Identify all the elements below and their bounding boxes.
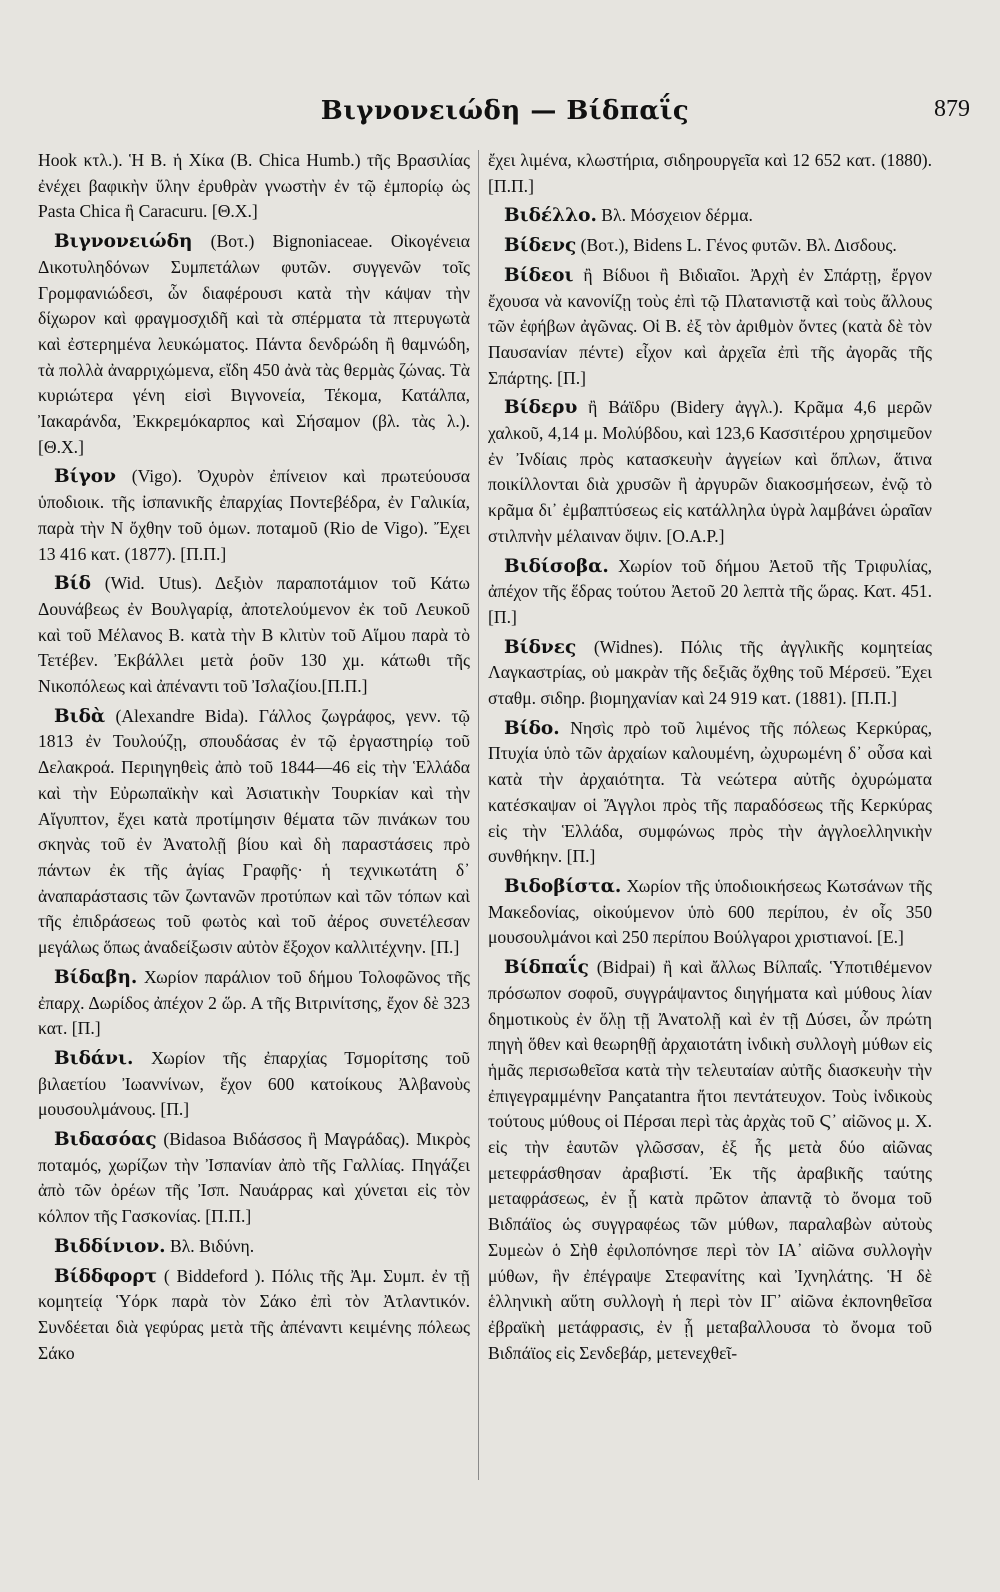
page-number: 879 [934, 96, 970, 122]
dictionary-entry [38, 1234, 470, 1260]
entry-text: ἢ Βάϊδρυ (Bidery ἀγγλ.). Κρᾶμα 4,6 μερῶν χαλκοῦ, 4,14 μ. Μολύβδου, καὶ 123,6 Κασσιτέρου χρησιμεῦον ἐν Ἰνδίαις πρὸς κατασκευὴν ἀγγείων καὶ ὅπλων, ἅτινα ποικίλλονται διὰ χρυσῶν ἢ ἀργυρῶν διακοσμήσεων, ἐνῷ τὸ κρᾶμα δι᾽ ἐμβαπτύσεως εἰς κατάλληλα ὑγρὰ λαμβάνει ὡραῖαν στιλπνὴν μέλαιναν ὄψιν. [Ο.Α.Ρ.] [488, 397, 932, 546]
dictionary-entry [488, 955, 932, 1366]
entry-headword: Βιδὰ [54, 705, 106, 727]
entry-text: (Widnes). Πόλις τῆς ἀγγλικῆς κομητείας Λαγκαστρίας, οὐ μακρὰν τῆς δεξιᾶς ὄχθης τοῦ Μέρσεϋ. Ἔχει σταθμ. σιδηρ. βιομηχανίαν καὶ 24 919 κατ. (1881). [Π.Π.] [488, 636, 932, 709]
entry-headword: Βιδίσοβα. [504, 555, 609, 577]
entry-text: (Wid. Utus). Δεξιὸν παραποτάμιον τοῦ Κάτω Δουνάβεως ἐν Βουλγαρίᾳ, ἀποτελούμενον ἐκ τοῦ Λευκοῦ καὶ τοῦ Μέλανος Β. κατὰ τὴν Β κλιτὺν τοῦ Αἵμου παρὰ τὸ Τετέβεν. Ἐκβάλλει μετὰ ῥοῦν 130 χμ. κάτωθι τῆς Νικοπόλεως καὶ ἀπέναντι τοῦ Ἰσλαζίου.[Π.Π.] [38, 573, 470, 697]
entry-text: ἢ Βίδυοι ἢ Βιδιαῖοι. Ἀρχὴ ἐν Σπάρτῃ, ἔργον ἔχουσα νὰ κανονίζῃ τοὺς ἐπὶ τῷ Πλατανιστᾷ καὶ τοὺς ἄλλους τῶν ἐφήβων ἀγῶνας. Οἱ Β. ἐξ τὸν ἀριθμὸν ὄντες (κατὰ δὲ τὸν Παυσανίαν πέντε) εἶχον καὶ ἀρχεῖα ἐπὶ τῆς ἀγορᾶς τῆς Σπάρτης. [Π.] [488, 264, 932, 388]
dictionary-entry [38, 1264, 470, 1367]
dictionary-entry [38, 1127, 470, 1230]
entry-text: Νησὶς πρὸ τοῦ λιμένος τῆς πόλεως Κερκύρας, Πτυχία ὑπὸ τῶν ἀρχαίων καλουμένη, ὠχυρωμένη δ᾽ οὖσα καὶ κατὰ τὴν ἀρχαιότητα. Τὰ νεώτερα αὐτῆς ὀχυρώματα κατέσκαψαν οἱ Ἄγγλοι πρὸς τῆς παραδόσεως τῆς Κερκύρας εἰς τὴν Ἑλλάδα, συμφώνως πρὸς τὴν ἀγγλοελληνικὴν συνθήκην. [Π.] [488, 717, 932, 867]
entry-text: Βλ. Μόσχειον δέρμα. [596, 205, 753, 226]
entry-headword: Βίδερυ [504, 397, 578, 419]
dictionary-entry [488, 554, 932, 631]
right-column [488, 148, 932, 1366]
entry-headword: Βιδάνι. [54, 1047, 134, 1069]
entry-headword: Βιγνονειώδη [54, 231, 193, 253]
entry-text: Βλ. Βιδύνη. [165, 1235, 255, 1256]
dictionary-entry [38, 1046, 470, 1123]
entry-headword: Βίδνες [504, 636, 577, 658]
entry-headword: Βίδεοι [504, 264, 574, 286]
dictionary-entry [488, 874, 932, 951]
dictionary-entry [38, 571, 470, 700]
entry-headword: Βίδδφορτ [54, 1265, 158, 1287]
dictionary-entry [488, 203, 932, 229]
entry-headword: Βιδδίνιον. [54, 1235, 166, 1257]
dictionary-entry [38, 965, 470, 1042]
entry-headword: Βιδασόας [54, 1129, 157, 1151]
dictionary-entry [488, 233, 932, 259]
left-column [38, 148, 470, 1366]
dictionary-entry [38, 148, 470, 225]
entry-headword: Βιδέλλο. [504, 205, 597, 227]
entry-headword: Βίδενς [504, 235, 577, 257]
entry-text: (Βοτ.) Bignoniaceae. Οἰκογένεια Δικοτυληδόνων Συμπετάλων φυτῶν. συγγενῶν τοῖς Γρομφανιώδεσι, ὧν διαφέρουσι κατὰ τὴν κάψαν τὴν δίχωρον καὶ φραγμοσχιδῆ καὶ τὰ σπέρματα τὰ πτερυγωτὰ καὶ ἐστερημένα λευκώματος. Πάντα δενδρώδη ἢ θαμνώδη, τὰ πολλὰ ἀναρριχώμενα, εἴδη 450 ἀνὰ τὰς θερμὰς ζώνας. Τὰ κυριώτερα γένη εἰσὶ Βιγνονεία, Τέκομα, Κατάλπα, Ἰακαράνδα, Ἐκκρεμόκαρπος καὶ Σήσαμον (βλ. τὰς λ.). [Θ.Χ.] [38, 231, 470, 457]
dictionary-entry [488, 635, 932, 712]
entry-text: (Vigo). Ὀχυρὸν ἐπίνειον καὶ πρωτεύουσα ὑποδιοικ. τῆς ἰσπανικῆς ἐπαρχίας Ποντεβέδρα, ἐν Γαλικία, παρὰ τὴν Ν ὄχθην τοῦ ὁμων. ποταμοῦ (Rio de Vigo). Ἔχει 13 416 κατ. (1877). [Π.Π.] [38, 466, 470, 564]
entry-headword: Βίδο. [504, 717, 560, 739]
entry-text: (Bidpai) ἢ καὶ ἄλλως Βίλπαΐς. Ὑποτιθέμενον πρόσωπον σοφοῦ, συγγράψαντος διηγήματα καὶ μύθους λίαν δημοτικοὺς ἐν ὅλῃ τῇ Ἀνατολῇ καὶ ἐν τῇ Δύσει, ὧν πρώτη πηγὴ ὅθεν καὶ θεωρηθῇ ἀρχαιοτάτη ἰνδικὴ συλλογὴ μύθων εἰς ἡμᾶς περισωθεῖσα κατὰ τὴν τελευταίαν αὐτῆς διασκευὴν τὴν ἐπιγεγραμμένην Pançatantra ἤτοι πεντάτευχον. Τοὺς ἰνδικοὺς τούτους μύθους οἱ Πέρσαι περὶ τὰς ἀρχὰς τοῦ Ϛ᾽ αἰῶνος μ. Χ. εἰς τὴν ἑαυτῶν γλῶσσαν, ἐξ ἧς μετὰ δύο αἰῶνας μετεφράσθησαν ἀραβιστί. Ἐκ τῆς ἀραβικῆς ταύτης μεταφράσεως, ἐν ᾗ κατὰ πρῶτον ἀπαντᾷ τὸ ὄνομα τοῦ Βιδπάϊος ὡς συγγραφέως τῶν μύθων, παραλαβὼν αὐτοὺς Συμεὼν ὁ Σὴθ ἐφιλοπόνησε περὶ τὸν ΙΑ᾽ αἰῶνα συλλογὴν μύθων, ἣν ἐπέγραψε Στεφανίτης καὶ Ἰχνηλάτης. Ἡ δὲ ἑλληνικὴ αὕτη συλλογὴ ἡ περὶ τὸν ΙΓ᾽ αἰῶνα ἐκπονηθεῖσα ἐβραϊκὴ μετάφρασις, ἐν ᾗ μεταβαλλουσα τὸ ὄνομα τοῦ Βιδπάϊος εἰς Σενδεβάρ, μετενεχθεῖ- [488, 957, 932, 1363]
entry-headword: Βίδπαΐς [504, 957, 589, 979]
entry-text: Hook κτλ.). Ἡ Β. ἡ Χίκα (Β. Chica Humb.) τῆς Βρασιλίας ἐνέχει βαφικὴν ὕλην ἐρυθρὰν γνωστὴν ἐν τῷ ἐμπορίῳ ὡς Pasta Chica ἢ Caracuru. [Θ.Χ.] [38, 150, 470, 222]
entry-text: Χωρίον τῆς ὑποδιοικήσεως Κωτσάνων τῆς Μακεδονίας, οἰκούμενον ὑπὸ 600 περίπου, ἐν οἷς 350 μουσουλμάνοι καὶ 250 περίπου Βούλγαροι χριστιανοί. [Ε.] [488, 875, 932, 948]
entry-text: (Bidasoa Βιδάσσος ἢ Μαγράδας). Μικρὸς ποταμός, χωρίζων τὴν Ἰσπανίαν ἀπὸ τῆς Γαλλίας. Πηγάζει ἀπὸ τῶν ὀρέων τῆς Ἰσπ. Ναυάρρας καὶ χύνεται εἰς τὸν κόλπον τῆς Γασκονίας. [Π.Π.] [38, 1129, 470, 1227]
entry-text: (Alexandre Bida). Γάλλος ζωγράφος, γενν. τῷ 1813 ἐν Τουλούζῃ, σπουδάσας ἐν τῷ ἐργαστηρίῳ τοῦ Δελακροά. Περιηγηθεὶς ἀπὸ τοῦ 1844—46 εἰς τὴν Ἑλλάδα καὶ τὴν Εὐρωπαϊκὴν καὶ Ἀσιατικὴν Τουρκίαν καὶ τὴν Αἴγυπτον, ἔχει κατὰ προτίμησιν θέματα τῶν πινάκων του σκηνὰς τοῦ ἐν Ἀνατολῇ βίου καὶ δὴ παραστάσεις πρὸ πάντων ἐκ τῆς ἁγίας Γραφῆς· ἡ τεχνικωτάτη δ᾽ ἀναπαράστασις τῶν ζωντανῶν προτύπων καὶ τῶν τόπων καὶ τῆς ἐπιδράσεως τοῦ φωτὸς καὶ τοῦ ἀέρος συνετέλεσαν μεγάλως ὅπως ἀναδείξωσιν αὐτὸν ἔξοχον καλλιτέχνην. [Π.] [38, 705, 470, 958]
dictionary-entry [488, 395, 932, 549]
dictionary-entry [488, 263, 932, 392]
entry-text: Χωρίον τοῦ δήμου Ἀετοῦ τῆς Τριφυλίας, ἀπέχον τῆς ἕδρας τούτου Ἀετοῦ 20 λεπτὰ τῆς ὥρας. Κατ. 451. [Π.] [488, 555, 932, 627]
dictionary-entry [488, 148, 932, 199]
entry-text: ἔχει λιμένα, κλωστήρια, σιδηρουργεῖα καὶ 12 652 κατ. (1880). [Π.Π.] [488, 150, 932, 196]
column-divider [478, 150, 479, 1480]
entry-headword: Βίδ [54, 573, 91, 595]
running-head: Βιγνονειώδη — Βίδπαΐς [320, 96, 690, 126]
entry-headword: Βιδοβίστα. [504, 875, 622, 897]
entry-text: ( Biddeford ). Πόλις τῆς Ἀμ. Συμπ. ἐν τῇ κομητείᾳ Ὑόρκ παρὰ τὸν Σάκο ἐπὶ τὸν Ἀτλαντικόν. Συνδέεται διὰ γεφύρας μετὰ τῆς ἀπέναντι κειμένης πόλεως Σάκο [38, 1265, 470, 1363]
dictionary-entry [488, 716, 932, 870]
dictionary-entry [38, 704, 470, 961]
page-header [40, 96, 970, 136]
dictionary-entry [38, 464, 470, 567]
entry-headword: Βίδαβη. [54, 966, 138, 988]
entry-text: Χωρίον τῆς ἐπαρχίας Τσμορίτσης τοῦ βιλαετίου Ἰωαννίνων, ἔχον 600 κατοίκους Ἀλβανοὺς μουσουλμάνους. [Π.] [38, 1047, 470, 1120]
entry-text: (Βοτ.), Bidens L. Γένος φυτῶν. Βλ. Δισδους. [576, 235, 897, 256]
entry-headword: Βίγον [54, 466, 116, 488]
dictionary-entry [38, 229, 470, 460]
entry-text: Χωρίον παράλιον τοῦ δήμου Τολοφῶνος τῆς ἐπαρχ. Δωρίδος ἀπέχον 2 ὥρ. Α τῆς Βιτρινίτσης, ἔχον δὲ 323 κατ. [Π.] [38, 966, 470, 1039]
